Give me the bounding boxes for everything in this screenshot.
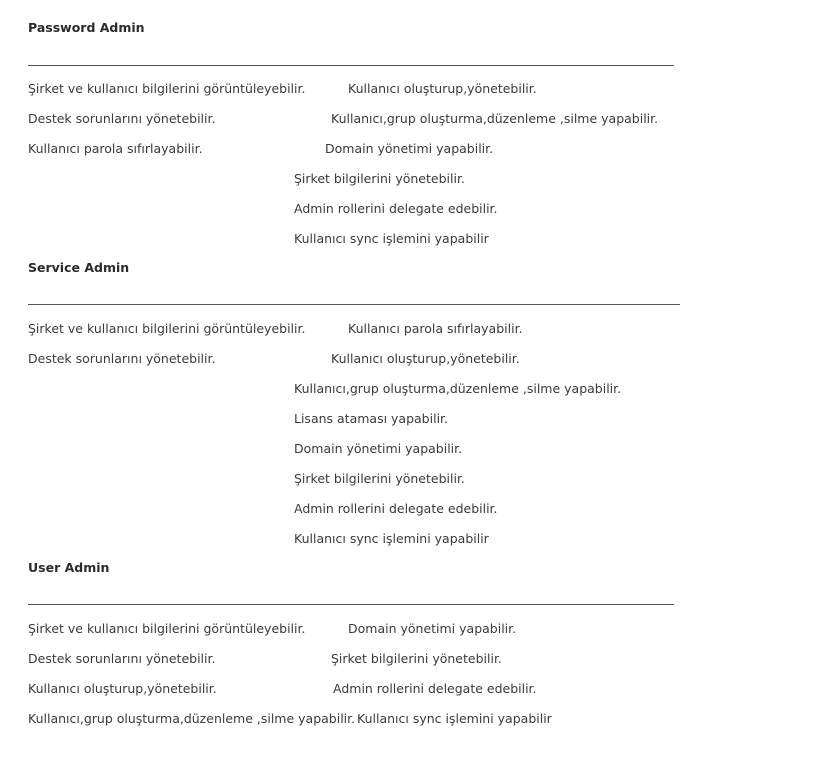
text-line: Kullanıcı oluşturup,yönetebilir. [331,351,520,366]
text-line: Kullanıcı sync işlemini yapabilir [294,531,489,546]
section-divider [28,65,674,66]
text-line: Şirket bilgilerini yönetebilir. [294,171,465,186]
section-title-service-admin: Service Admin [28,260,130,275]
text-line: Şirket bilgilerini yönetebilir. [331,651,502,666]
section-divider [28,604,674,605]
section-title-password-admin: Password Admin [28,20,145,35]
text-line: Domain yönetimi yapabilir. [294,441,463,456]
text-line: Şirket bilgilerini yönetebilir. [294,471,465,486]
text-line: Kullanıcı parola sıfırlayabilir. [28,141,203,156]
section-title-user-admin: User Admin [28,560,110,575]
text-line: Kullanıcı,grup oluşturma,düzenleme ,silme yapabilir. [331,111,659,126]
text-line: Kullanıcı sync işlemini yapabilir [357,711,552,726]
text-line: Kullanıcı,grup oluşturma,düzenleme ,silme yapabilir. [28,711,356,726]
text-line: Kullanıcı parola sıfırlayabilir. [348,321,523,336]
section-divider [28,304,680,305]
text-line: Kullanıcı oluşturup,yönetebilir. [28,681,217,696]
text-line: Lisans ataması yapabilir. [294,411,449,426]
text-line: Destek sorunlarını yönetebilir. [28,351,216,366]
text-line: Kullanıcı,grup oluşturma,düzenleme ,silme yapabilir. [294,381,622,396]
text-line: Domain yönetimi yapabilir. [325,141,494,156]
text-line: Destek sorunlarını yönetebilir. [28,111,216,126]
text-line: Domain yönetimi yapabilir. [348,621,517,636]
text-line: Şirket ve kullanıcı bilgilerini görüntüleyebilir. [28,321,306,336]
text-line: Şirket ve kullanıcı bilgilerini görüntüleyebilir. [28,621,306,636]
text-line: Kullanıcı oluşturup,yönetebilir. [348,81,537,96]
text-line: Admin rollerini delegate edebilir. [294,501,498,516]
text-line: Kullanıcı sync işlemini yapabilir [294,231,489,246]
text-line: Şirket ve kullanıcı bilgilerini görüntüleyebilir. [28,81,306,96]
text-line: Admin rollerini delegate edebilir. [333,681,537,696]
text-line: Admin rollerini delegate edebilir. [294,201,498,216]
text-line: Destek sorunlarını yönetebilir. [28,651,216,666]
